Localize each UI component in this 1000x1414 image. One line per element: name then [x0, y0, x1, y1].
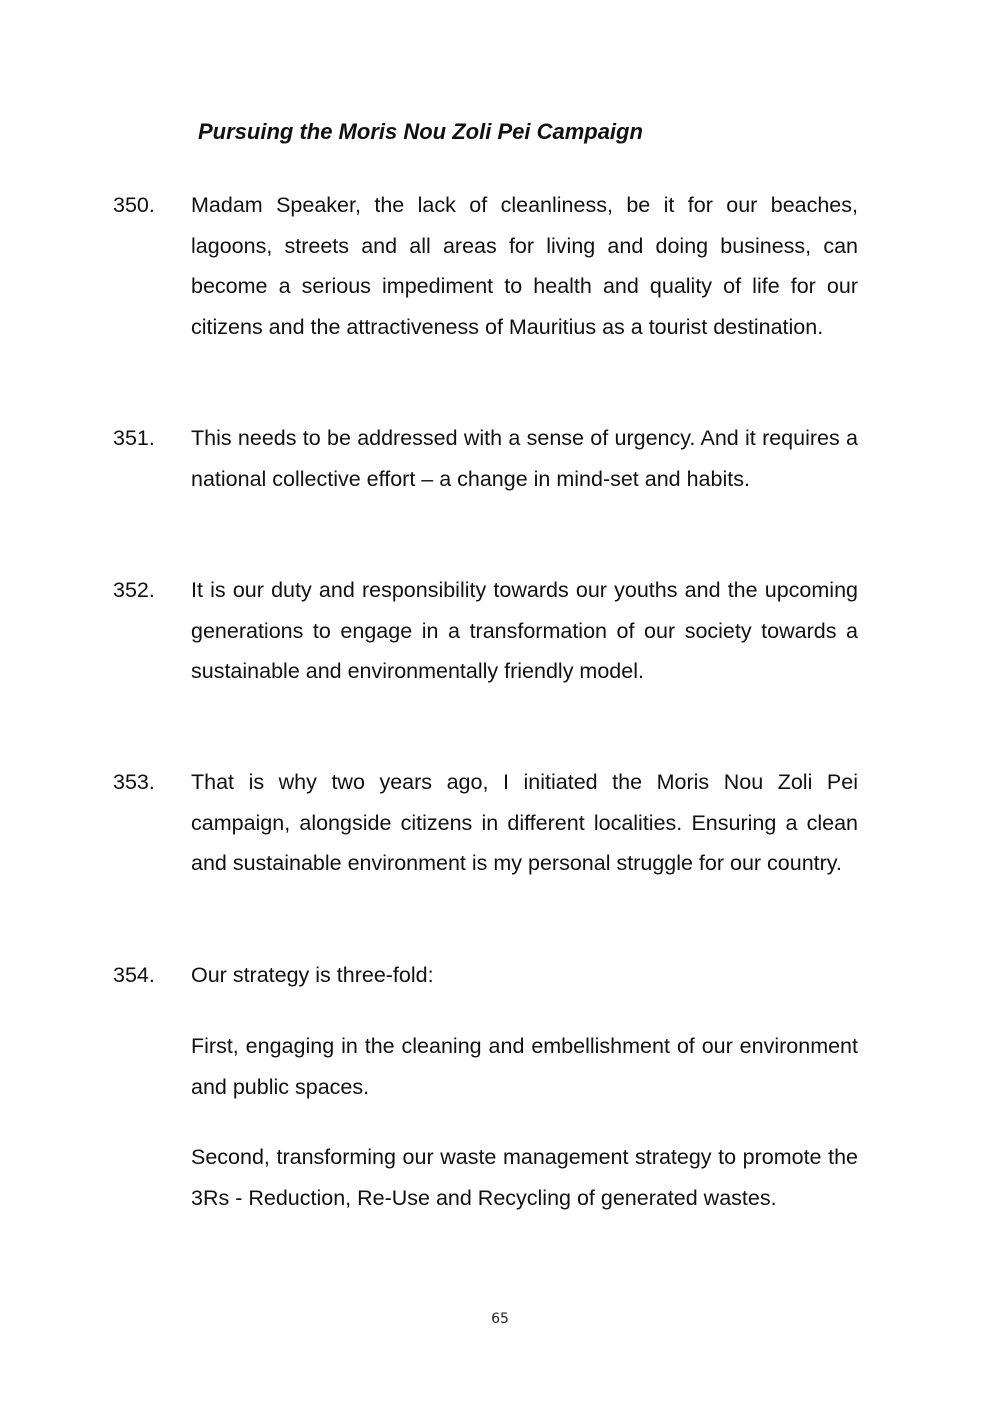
- page-number: 65: [491, 1311, 509, 1327]
- paragraph-number: 351.: [113, 426, 155, 450]
- paragraph-text: It is our duty and responsibility towards our youths and the upcoming generations to engage in a transformation of our society towards a sustainable and environmentally friendly model.: [191, 578, 858, 684]
- paragraph-352: [113, 570, 858, 692]
- section-heading: Pursuing the Moris Nou Zoli Pei Campaign: [198, 119, 643, 144]
- strategy-point-second: Second, transforming our waste management strategy to promote the 3Rs - Reduction, Re-Use and Recycling of generated wastes.: [191, 1145, 858, 1210]
- paragraph-number: 354.: [113, 963, 155, 987]
- paragraph-text: Madam Speaker, the lack of cleanliness, be it for our beaches, lagoons, streets and all areas for living and doing business, can become a serious impediment to health and quality of life for our citizens and the attractiveness of Mauritius as a tourist destination.: [191, 193, 858, 340]
- paragraph-text: That is why two years ago, I initiated the Moris Nou Zoli Pei campaign, alongside citizens in different localities. Ensuring a clean and sustainable environment is my personal struggle for our country.: [191, 770, 858, 876]
- paragraph-text: This needs to be addressed with a sense of urgency. And it requires a national collective effort – a change in mind-set and habits.: [191, 426, 858, 491]
- paragraph-number: 352.: [113, 578, 155, 602]
- paragraph-354: [113, 955, 858, 996]
- paragraph-number: 353.: [113, 770, 155, 794]
- paragraph-351: [113, 418, 858, 499]
- paragraph-350: [113, 185, 858, 348]
- paragraph-text: Our strategy is three-fold:: [191, 963, 434, 987]
- strategy-point-first: First, engaging in the cleaning and embellishment of our environment and public spaces.: [191, 1034, 858, 1099]
- paragraph-353: [113, 762, 858, 884]
- paragraph-number: 350.: [113, 193, 155, 217]
